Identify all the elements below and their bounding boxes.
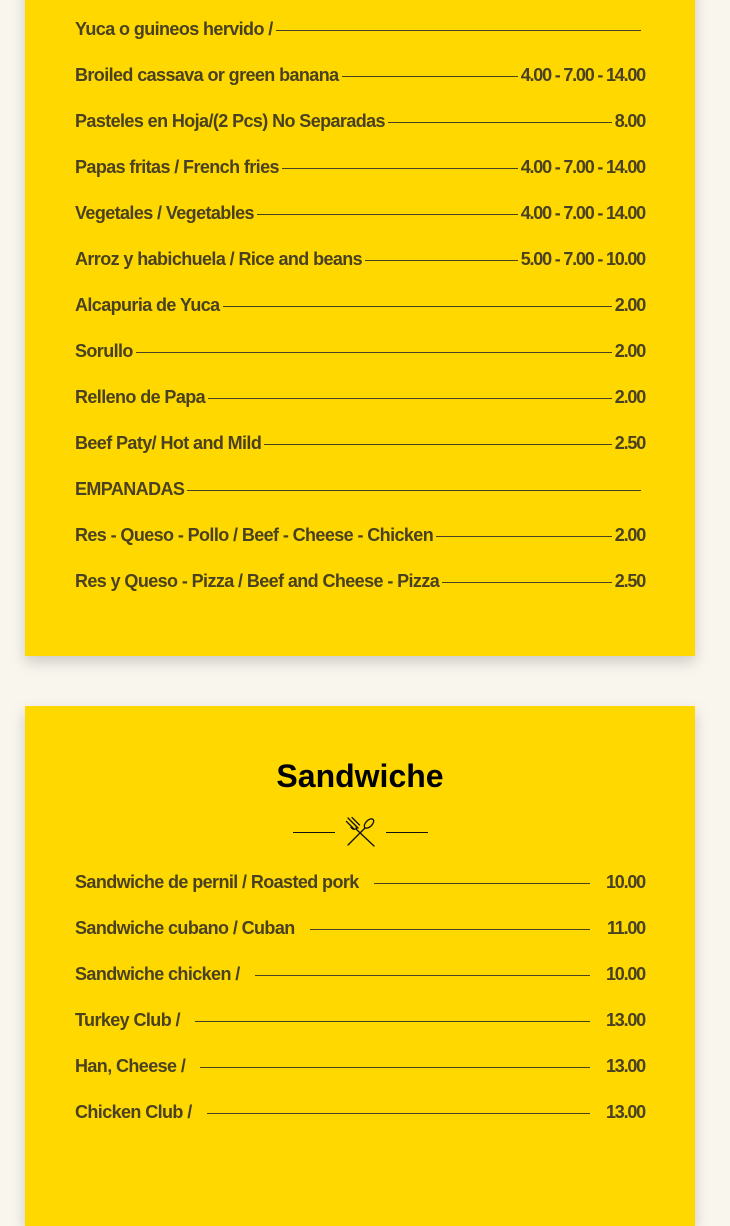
dotted-leader-line xyxy=(310,929,590,930)
menu-item-price: 2.00 xyxy=(614,386,645,407)
menu-item-price: 13.00 xyxy=(605,1101,645,1122)
sides-menu-list xyxy=(75,6,645,604)
menu-item xyxy=(75,951,645,997)
menu-item-name: Alcapuria de Yuca xyxy=(75,294,220,315)
menu-item-name: Sandwiche chicken / xyxy=(75,963,240,984)
dotted-leader-line xyxy=(208,398,612,399)
menu-item xyxy=(75,282,645,328)
menu-item-price: 2.00 xyxy=(614,340,645,361)
sides-menu-card xyxy=(25,0,695,656)
menu-item-name: Han, Cheese / xyxy=(75,1055,186,1076)
dotted-leader-line xyxy=(282,168,518,169)
menu-item-price: 13.00 xyxy=(605,1009,645,1030)
menu-item-price: 4.00 - 7.00 - 14.00 xyxy=(520,64,645,85)
sandwich-menu-list xyxy=(75,859,645,1135)
menu-item xyxy=(75,466,645,512)
menu-item xyxy=(75,512,645,558)
menu-item-price: 10.00 xyxy=(605,963,645,984)
menu-item-price: 4.00 - 7.00 - 14.00 xyxy=(520,202,645,223)
menu-item-price: 8.00 xyxy=(614,110,645,131)
dotted-leader-line xyxy=(195,1021,590,1022)
menu-item xyxy=(75,374,645,420)
sandwich-menu-card xyxy=(25,706,695,1226)
menu-item-price: 2.50 xyxy=(614,432,645,453)
dotted-leader-line xyxy=(388,122,612,123)
section-divider xyxy=(293,816,428,848)
dotted-leader-line xyxy=(200,1067,590,1068)
menu-item-name: Papas fritas / French fries xyxy=(75,156,279,177)
fork-and-spoon-crossed-icon xyxy=(335,816,386,848)
menu-item-name: Sandwiche cubano / Cuban xyxy=(75,917,295,938)
dotted-leader-line xyxy=(436,536,612,537)
menu-item-price: 2.00 xyxy=(614,524,645,545)
dotted-leader-line xyxy=(374,883,590,884)
menu-item-name: Sorullo xyxy=(75,340,133,361)
menu-item-name: Res - Queso - Pollo / Beef - Cheese - Chicken xyxy=(75,524,434,545)
menu-item-name: EMPANADAS xyxy=(75,478,185,499)
menu-item-name: Beef Paty/ Hot and Mild xyxy=(75,432,262,453)
menu-item-price: 5.00 - 7.00 - 10.00 xyxy=(520,248,645,269)
menu-item-price: 2.50 xyxy=(614,570,645,591)
menu-item-price: 10.00 xyxy=(605,871,645,892)
dotted-leader-line xyxy=(442,582,612,583)
menu-item-name: Pasteles en Hoja/(2 Pcs) No Separadas xyxy=(75,110,385,131)
menu-item xyxy=(75,558,645,604)
dotted-leader-line xyxy=(207,1113,590,1114)
menu-item-name: Chicken Club / xyxy=(75,1101,192,1122)
dotted-leader-line xyxy=(276,30,641,31)
menu-item xyxy=(75,190,645,236)
dotted-leader-line xyxy=(365,260,518,261)
menu-item-name: Relleno de Papa xyxy=(75,386,206,407)
menu-item xyxy=(75,52,645,98)
menu-item xyxy=(75,328,645,374)
menu-item-name: Yuca o guineos hervido / xyxy=(75,18,273,39)
divider-line-left xyxy=(293,832,335,833)
menu-item xyxy=(75,859,645,905)
menu-item-name: Sandwiche de pernil / Roasted pork xyxy=(75,871,359,892)
dotted-leader-line xyxy=(264,444,612,445)
dotted-leader-line xyxy=(257,214,518,215)
menu-item xyxy=(75,997,645,1043)
menu-item-price: 11.00 xyxy=(606,917,645,938)
dotted-leader-line xyxy=(187,490,641,491)
menu-item xyxy=(75,6,645,52)
divider-line-right xyxy=(386,832,428,833)
menu-item xyxy=(75,144,645,190)
menu-item-name: Vegetales / Vegetables xyxy=(75,202,254,223)
menu-item xyxy=(75,98,645,144)
dotted-leader-line xyxy=(136,352,612,353)
menu-item-price: 2.00 xyxy=(614,294,645,315)
menu-item-price: 13.00 xyxy=(605,1055,645,1076)
menu-item xyxy=(75,1089,645,1135)
menu-item-name: Res y Queso - Pizza / Beef and Cheese - Pizza xyxy=(75,570,440,591)
dotted-leader-line xyxy=(342,76,518,77)
menu-item xyxy=(75,905,645,951)
menu-item-name: Arroz y habichuela / Rice and beans xyxy=(75,248,363,269)
dotted-leader-line xyxy=(223,306,612,307)
menu-item-name: Turkey Club / xyxy=(75,1009,180,1030)
menu-item-price: 4.00 - 7.00 - 14.00 xyxy=(520,156,645,177)
menu-item xyxy=(75,420,645,466)
menu-item-name: Broiled cassava or green banana xyxy=(75,64,339,85)
menu-item xyxy=(75,1043,645,1089)
menu-item xyxy=(75,236,645,282)
section-title: Sandwiche xyxy=(276,758,444,794)
dotted-leader-line xyxy=(255,975,590,976)
